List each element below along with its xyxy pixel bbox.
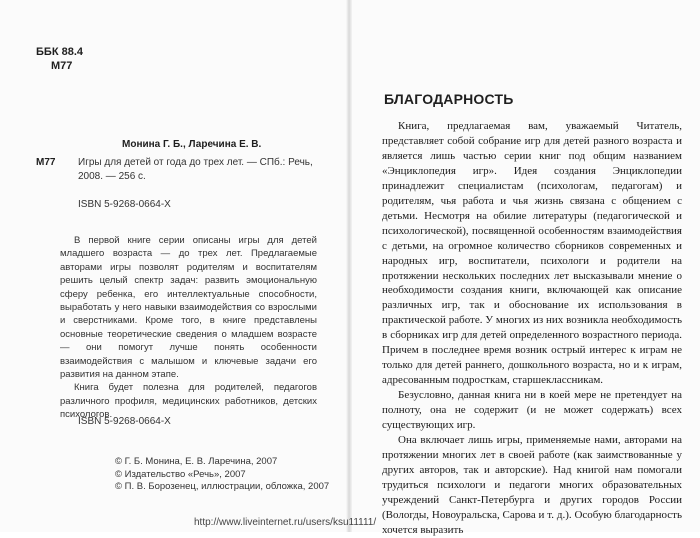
left-page: [0, 0, 348, 532]
copyright-line-illustrator: © П. В. Борозенец, иллюстрации, обложка, 2007: [115, 481, 330, 493]
authors: Монина Г. Б., Ларечина Е. В.: [122, 139, 262, 150]
page-title: БЛАГОДАРНОСТЬ: [384, 91, 514, 107]
body-paragraph-1: Книга, предлагаемая вам, уважаемый Читатель, представляет собой собрание игр для детей разного возраста и является лишь частью серии книг под общим названием «Энциклопедия игр». Идея создания Энциклопедии принадлежит специалистам (психологам, педагогам) и родителям, чья работа и чья жизнь связана с общением с детьми. Несмотря на обилие литературы (педагогической и психологической), посвященной особенностям взаимодействия с детьми, на огромное количество сборников современных и народных игр, воспитатели, психологи и родители на протяжении нескольких последних лет высказывали мнение о необходимости создания книги, включающей как описание различных игр, так и обоснование их использования в практической работе. У многих из них возникла необходимость в сборниках игр для детей определенного возрастного периода. Причем в последнее время возник острый интерес к играм не только для детей раннего, дошкольного возраста, но и к играм, адресованным подросткам, старшеклассникам.: [382, 120, 682, 387]
acknowledgement-text: [382, 119, 682, 538]
body-paragraph-3: Она включает лишь игры, применяемые нами, авторами на протяжении многих лет в своей работе (как заимствованные у других авторов, так и авторские). Над книгой нам помогали трудиться психологи и педагоги многих образовательных учреждений Санкт-Петербурга и других городов России (Вологды, Новоуральска, Сарова и т. д.). Особую благодарность хочется выразить: [382, 434, 682, 536]
annotation: [60, 234, 317, 422]
isbn-bottom: ISBN 5-9268-0664-Х: [78, 416, 171, 427]
copyright-block: [115, 456, 329, 494]
body-paragraph-2: Безусловно, данная книга ни в коей мере не претендует на полноту, она не содержит (и не может содержать) всех существующих игр.: [382, 389, 682, 432]
catalog-code: М77: [36, 157, 56, 168]
bbk-author-code: М77: [51, 60, 73, 72]
copyright-line-authors: © Г. Б. Монина, Е. В. Ларечина, 2007: [115, 456, 278, 467]
annotation-paragraph-1: В первой книге серии описаны игры для детей младшего возраста — до трех лет. Предлагаемые авторами игры позволят родителям и воспитателям решить целый спектр задач: развить эмоциональную сферу ребенка, его интеллектуальные способности, выработать у него навыки взаимодействия со взрослыми и сверстниками. Кроме того, в книге представлены основные теоретические сведения о младшем возрасте — они помогут лучше понять особенности взаимодействия с малышом и ключевые задачи его развития на данном этапе.: [60, 235, 317, 381]
watermark-url: http://www.liveinternet.ru/users/ksu11111/: [194, 517, 377, 528]
annotation-paragraph-2: Книга будет полезна для родителей, педагогов различного профиля, медицинских работников, детских психологов.: [60, 382, 317, 421]
bbk-block: [36, 45, 83, 73]
isbn-top: ISBN 5-9268-0664-Х: [78, 199, 171, 210]
bbk-index: ББК 88.4: [36, 46, 83, 58]
right-page: [350, 0, 700, 536]
catalog-entry: Игры для детей от года до трех лет. — СПб.: Речь, 2008. — 256 с.: [78, 157, 313, 182]
copyright-line-publisher: © Издательство «Речь», 2007: [115, 468, 246, 480]
